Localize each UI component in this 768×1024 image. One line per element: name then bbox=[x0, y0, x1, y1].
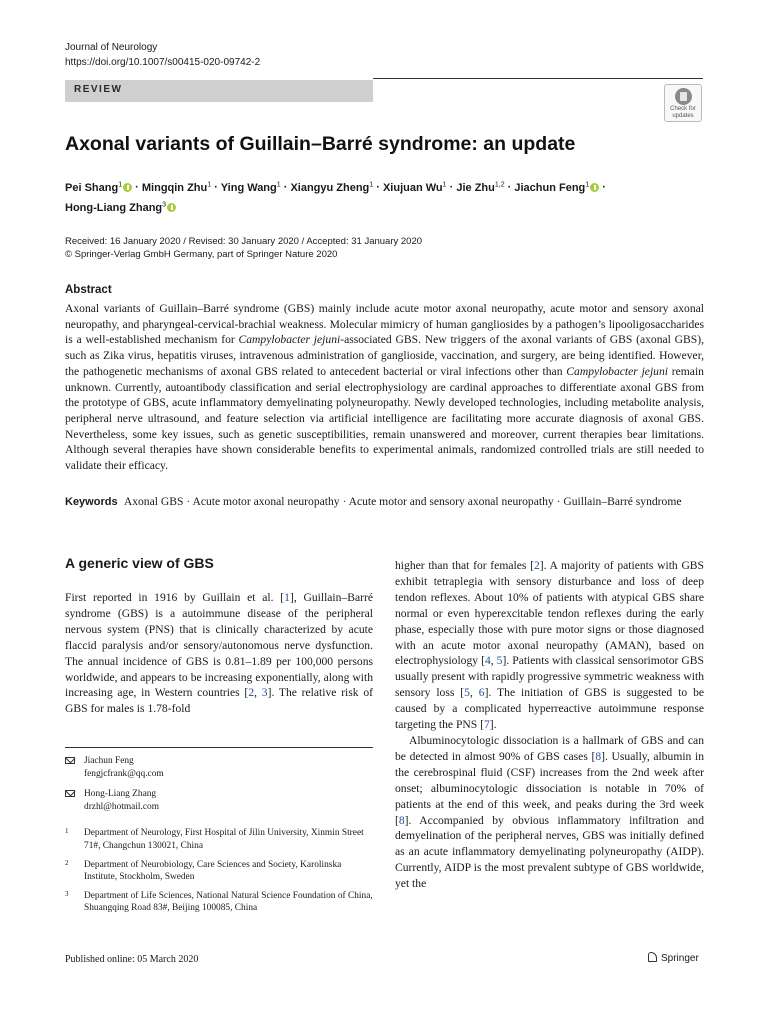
keywords-list: Axonal GBS · Acute motor axonal neuropathy · Acute motor and sensory axonal neuropathy · Guillain–Barré syndrome bbox=[123, 495, 682, 508]
envelope-icon bbox=[65, 790, 75, 797]
journal-name: Journal of Neurology bbox=[65, 42, 158, 53]
citation-link[interactable]: 8 bbox=[595, 749, 602, 763]
paragraph: higher than that for females [2]. A majority of patients with GBS exhibit tetraplegia with sensory disturbance and loss of deep tendon reflexes. About 10% of patients with atypical GBS share normal or even hyperexcitable tendon reflexes during the early phase, especially those with pure motor signs or those diagnosed with an acute motor axonal neuropathy (AMAN), based on electrophysiology [4, 5]. Patients with classical sensorimotor GBS usually present with rapidly progressive symmetric weakness with sensory loss [5, 6]. The initiation of GBS is suggested to be caused by a complicated hyperreactive autoimmune response targeting the PNS [7]. bbox=[395, 559, 705, 732]
citation-link[interactable]: 5 bbox=[496, 654, 503, 668]
section-heading: A generic view of GBS bbox=[65, 555, 214, 571]
corresponding-author-name: Hong-Liang Zhang bbox=[84, 789, 157, 800]
author[interactable]: Xiujuan Wu$^1$ bbox=[382, 181, 447, 194]
citation-link[interactable]: 8 bbox=[398, 813, 405, 827]
author[interactable]: Jiachun Feng$^1$ bbox=[514, 182, 599, 194]
orcid-icon[interactable] bbox=[590, 183, 599, 192]
citation-link[interactable]: 2 bbox=[248, 686, 255, 700]
keywords bbox=[65, 494, 704, 511]
citation-link[interactable]: 7 bbox=[484, 718, 490, 732]
article-title: Axonal variants of Guillain–Barré syndrome: an update bbox=[65, 133, 576, 155]
affiliation: 2 Department of Neurobiology, Care Sciences and Society, Karolinska Institute, Stockholm, Sweden bbox=[65, 858, 342, 883]
publisher-logo: Springer bbox=[648, 952, 699, 964]
email-link[interactable]: fengjcfrank@qq.com bbox=[84, 768, 164, 779]
author[interactable]: Pei Shang$^1$ bbox=[65, 182, 132, 194]
citation-link[interactable]: 5 bbox=[464, 686, 470, 700]
paragraph: Albuminocytologic dissociation is a hallmark of GBS and can be detected in almost 90% of GBS cases [8]. Usually, albumin in the cerebrospinal fluid (CSF) increases from the 2nd week after onset; albuminocytologic dissociation is notable in 70% of patients at the end of this week, and peaks during the 3rd week [8]. Accompanied by obvious inflammatory infiltration and demyelination of the peripheral nerves, GBS was initially defined as an acute inflammatory demyelinating polyneuropathy (AIDP). Currently, AIDP is the most prevalent subtype of GBS worldwide, yet the bbox=[395, 733, 705, 891]
orcid-icon[interactable] bbox=[167, 203, 176, 212]
corresponding-author bbox=[65, 755, 373, 780]
footnote-divider bbox=[65, 747, 373, 748]
journal-header bbox=[65, 40, 260, 70]
check-for-updates-button[interactable] bbox=[664, 84, 702, 122]
envelope-icon bbox=[65, 757, 75, 764]
history-dates: Received: 16 January 2020 / Revised: 30 January 2020 / Accepted: 31 January 2020 bbox=[65, 236, 423, 247]
header-divider bbox=[373, 78, 703, 79]
keywords-label: Keywords bbox=[65, 496, 118, 508]
email-link[interactable]: drzhl@hotmail.com bbox=[84, 801, 160, 812]
citation-link[interactable]: 4 bbox=[484, 654, 491, 668]
abstract-body: Axonal variants of Guillain–Barré syndrome (GBS) mainly include acute motor axonal neuropathy, acute motor and sensory axonal neuropathy, and pharyngeal-cervical-brachial weakness. Molecular mimicry of human gangliosides by a pathogen’s lipooligosaccharides is a well-established mechanism for Campylobacter jejuni-associated GBS. New triggers of the axonal variants of GBS (axonal GBS), such as Zika virus, hepatitis viruses, intravenous administration of ganglioside, vaccination, and surgery, are being identified. However, the pathogenetic mechanisms of axonal GBS related to antecedent bacterial or viral infections other than Campylobacter jejuni remain unknown. Currently, autoantibody classification and serial electrophysiology are cardinal approaches to differentiate axonal GBS from the prototype of GBS, acute inflammatory demyelinating polyneuropathy. Newly developed technologies, including metabolite analysis, peripheral nerve ultrasound, and feature selection via artificial intelligence are facilitating more accurate diagnosis of axonal GBS. Nevertheless, some key issues, such as genetic susceptibilities, remain unanswered and moreover, current therapies bear limitations. Although several therapies have shown considerable benefits to experimental animals, randomized controlled trials are still needed to validate their efficacy. bbox=[65, 302, 704, 473]
crossmark-icon bbox=[675, 88, 692, 105]
affiliation: 1 Department of Neurology, First Hospital of Jilin University, Xinmin Street 71#, Changchun 130021, China bbox=[65, 827, 364, 851]
corresponding-author bbox=[65, 788, 373, 813]
copyright: © Springer-Verlag GmbH Germany, part of Springer Nature 2020 bbox=[65, 249, 338, 260]
body-column-right bbox=[395, 558, 704, 892]
springer-horse-icon bbox=[648, 952, 657, 962]
abstract-heading: Abstract bbox=[65, 284, 112, 296]
citation-link[interactable]: 1 bbox=[284, 591, 290, 604]
author[interactable]: Jie Zhu$^{1,2}$ bbox=[456, 181, 505, 194]
corresponding-author-name: Jiachun Feng bbox=[84, 756, 134, 766]
author[interactable]: Hong-Liang Zhang$^3$ bbox=[65, 202, 176, 214]
citation-link[interactable]: 6 bbox=[478, 686, 485, 700]
orcid-icon[interactable] bbox=[123, 183, 132, 192]
author[interactable]: Ying Wang$^1$ bbox=[220, 181, 281, 194]
author-list: Pei Shang$^1$ · Mingqin Zhu$^1$ · Ying Wang$^1$ · Xiangyu Zheng$^1$ · Xiujuan $Wu^1$ · Jie Zhu$^{1,2}$ · Jiachun Feng$^1$ · Hong-Liang Zhang$^3$ bbox=[65, 181, 606, 215]
section-label-bar bbox=[65, 80, 373, 102]
published-date: Published online: 05 March 2020 bbox=[65, 954, 199, 965]
citation-link[interactable]: 3 bbox=[261, 686, 268, 700]
author[interactable]: Xiangyu Zheng$^1$ bbox=[290, 181, 374, 194]
doi-link[interactable]: https://doi.org/10.1007/s00415-020-09742-2 bbox=[65, 57, 261, 68]
crossmark-label: Check for updates bbox=[670, 106, 696, 119]
affiliation: 3 Department of Life Sciences, National Natural Science Foundation of China, Shuangqing Road 83#, Beijing 100085, China bbox=[65, 889, 373, 914]
body-column-left: First reported in 1916 by Guillain et al. [1], Guillain–Barré syndrome (GBS) is a autoimmune disease of the peripheral nervous system (PNS) that is clinically characterized by acute flaccid paralysis and/or sensory/autonomous nerve dysfunction. The annual incidence of GBS is 0.81–1.89 per 100,000 persons worldwide, and appears to be increasing exponentially, along with increasing age, in Western countries [2, 3]. The relative risk of GBS for males is 1.78-fold bbox=[65, 591, 374, 716]
section-label: REVIEW bbox=[74, 84, 123, 95]
author[interactable]: Mingqin Zhu$^1$ bbox=[141, 181, 212, 194]
article-dates bbox=[65, 235, 422, 261]
footnotes bbox=[65, 755, 373, 921]
citation-link[interactable]: 2 bbox=[533, 559, 540, 572]
